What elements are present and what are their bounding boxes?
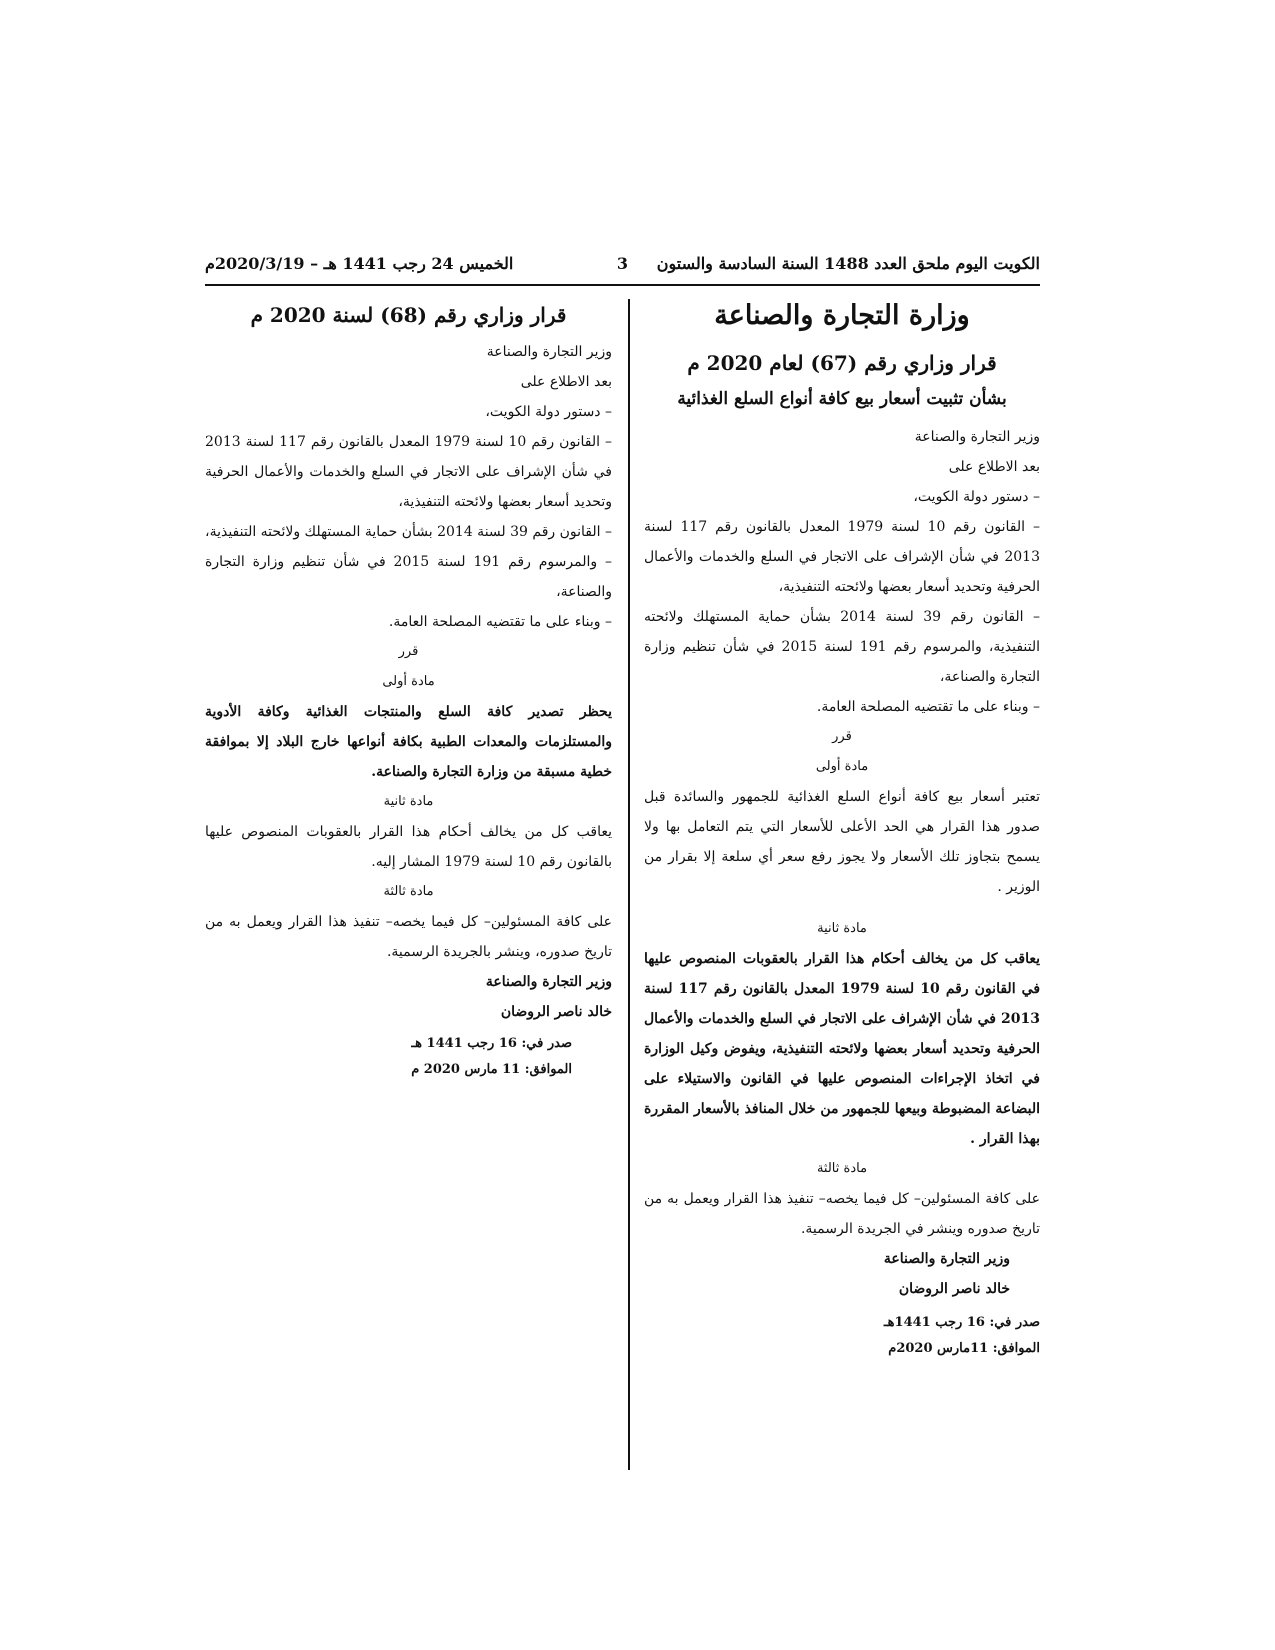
decree-67-column xyxy=(644,299,1040,1362)
decree-title: قرار وزاري رقم (67) لعام 2020 م xyxy=(687,350,997,375)
preamble-item: – دستور دولة الكويت، xyxy=(485,404,612,420)
article-3-text: على كافة المسئولين– كل فيما يخصه– تنفيذ هذا القرار ويعمل به من تاريخ صدوره، وينشر بالجريدة الرسمية. xyxy=(205,914,612,960)
issued-gregorian: الموافق: 11مارس 2020م xyxy=(888,1341,1040,1357)
article-2-title: مادة ثانية xyxy=(383,794,434,809)
page-number: 3 xyxy=(616,254,629,273)
article-2-text: يعاقب كل من يخالف أحكام هذا القرار بالعقوبات المنصوص عليها في القانون رقم 10 لسنة 1979 المعدل بالقانون رقم 117 لسنة 2013 في شأن الإشراف على الاتجار في السلع والخدمات والأعمال الحرفية وتحديد أسعار بعضها ولائحته التنفيذية، ويفوض وكيل الوزارة في اتخاذ الإجراءات المنصوص عليها في القانون والاستيلاء على البضاعة المضبوطة وبيعها للجمهور من خلال المنافذ بالأسعار المقررة بهذا القرار . xyxy=(644,951,1041,1148)
signature-name: خالد ناصر الروضان xyxy=(898,1281,1010,1298)
page-header xyxy=(205,254,1040,284)
ministry-heading: وزارة التجارة والصناعة xyxy=(714,300,970,331)
article-3-text: على كافة المسئولين– كل فيما يخصه– تنفيذ هذا القرار ويعمل به من تاريخ صدوره وينشر في الجريدة الرسمية. xyxy=(644,1191,1040,1238)
issued-gregorian: الموافق: 11 مارس 2020 م xyxy=(411,1062,572,1077)
decided-heading: قرر xyxy=(398,644,419,659)
preamble-item: – القانون رقم 10 لسنة 1979 المعدل بالقانون رقم 117 لسنة 2013 في شأن الإشراف على الاتجار في السلع والخدمات والأعمال الحرفية وتحديد أسعار بعضها ولائحته التنفيذية، xyxy=(644,519,1040,596)
issue-date: الخميس 24 رجب 1441 هـ – 2020/3/19م xyxy=(205,254,514,273)
article-1-title: مادة أولى xyxy=(382,674,435,689)
decree-subject: بشأن تثبيت أسعار بيع كافة أنواع السلع الغذائية xyxy=(677,388,1007,409)
decree-title: قرار وزاري رقم (68) لسنة 2020 م xyxy=(250,303,567,327)
article-2-text: يعاقب كل من يخالف أحكام هذا القرار بالعقوبات المنصوص عليها بالقانون رقم 10 لسنة 1979 المشار إليه. xyxy=(205,824,612,870)
article-1-text: تعتبر أسعار بيع كافة أنواع السلع الغذائية للجمهور والسائدة قبل صدور هذا القرار هي الحد الأعلى للأسعار التي يتم التعامل بها ولا يسمح بتجاوز تلك الأسعار ولا يجوز رفع سعر أي سلعة إلا بقرار من الوزير . xyxy=(644,789,1040,896)
after-review: بعد الاطلاع على xyxy=(948,459,1040,476)
preamble-item: – القانون رقم 39 لسنة 2014 بشأن حماية المستهلك ولائحته التنفيذية، والمرسوم رقم 191 لسنة 2015 في شأن تنظيم وزارة التجارة والصناعة، xyxy=(644,609,1041,686)
issued-hijri: صدر في: 16 رجب 1441 هـ xyxy=(411,1036,572,1051)
header-divider xyxy=(205,284,1040,286)
article-2-title: مادة ثانية xyxy=(817,921,867,937)
signature-title: وزير التجارة والصناعة xyxy=(485,974,612,990)
preamble-item: – وبناء على ما تقتضيه المصلحة العامة. xyxy=(816,699,1040,716)
minister-line: وزير التجارة والصناعة xyxy=(486,344,612,360)
preamble-item: – دستور دولة الكويت، xyxy=(913,489,1040,506)
article-1-text: يحظر تصدير كافة السلع والمنتجات الغذائية وكافة الأدوية والمستلزمات والمعدات الطبية بكافة أنواعها خارج البلاد إلا بموافقة خطية مسبقة من وزارة التجارة والصناعة. xyxy=(205,704,612,780)
signature-name: خالد ناصر الروضان xyxy=(500,1004,612,1020)
preamble-item: – القانون رقم 10 لسنة 1979 المعدل بالقانون رقم 117 لسنة 2013 في شأن الإشراف على الاتجار في السلع والخدمات والأعمال الحرفية وتحديد أسعار بعضها ولائحته التنفيذية، xyxy=(205,434,613,510)
minister-line: وزير التجارة والصناعة xyxy=(914,429,1040,446)
publication-title: الكويت اليوم ملحق العدد 1488 السنة السادسة والستون xyxy=(656,254,1040,273)
issued-hijri: صدر في: 16 رجب 1441هـ xyxy=(883,1315,1040,1331)
decree-68-column xyxy=(205,299,612,1083)
after-review: بعد الاطلاع على xyxy=(520,374,612,390)
decided-heading: قرر xyxy=(832,729,852,745)
preamble-item: – والمرسوم رقم 191 لسنة 2015 في شأن تنظيم وزارة التجارة والصناعة، xyxy=(205,554,612,600)
preamble-item: – القانون رقم 39 لسنة 2014 بشأن حماية المستهلك ولائحته التنفيذية، xyxy=(205,524,612,540)
column-divider xyxy=(628,299,630,1470)
article-3-title: مادة ثالثة xyxy=(816,1161,868,1177)
article-3-title: مادة ثالثة xyxy=(383,884,434,899)
signature-title: وزير التجارة والصناعة xyxy=(883,1251,1010,1268)
preamble-item: – وبناء على ما تقتضيه المصلحة العامة. xyxy=(388,614,612,630)
article-1-title: مادة أولى xyxy=(815,759,869,775)
